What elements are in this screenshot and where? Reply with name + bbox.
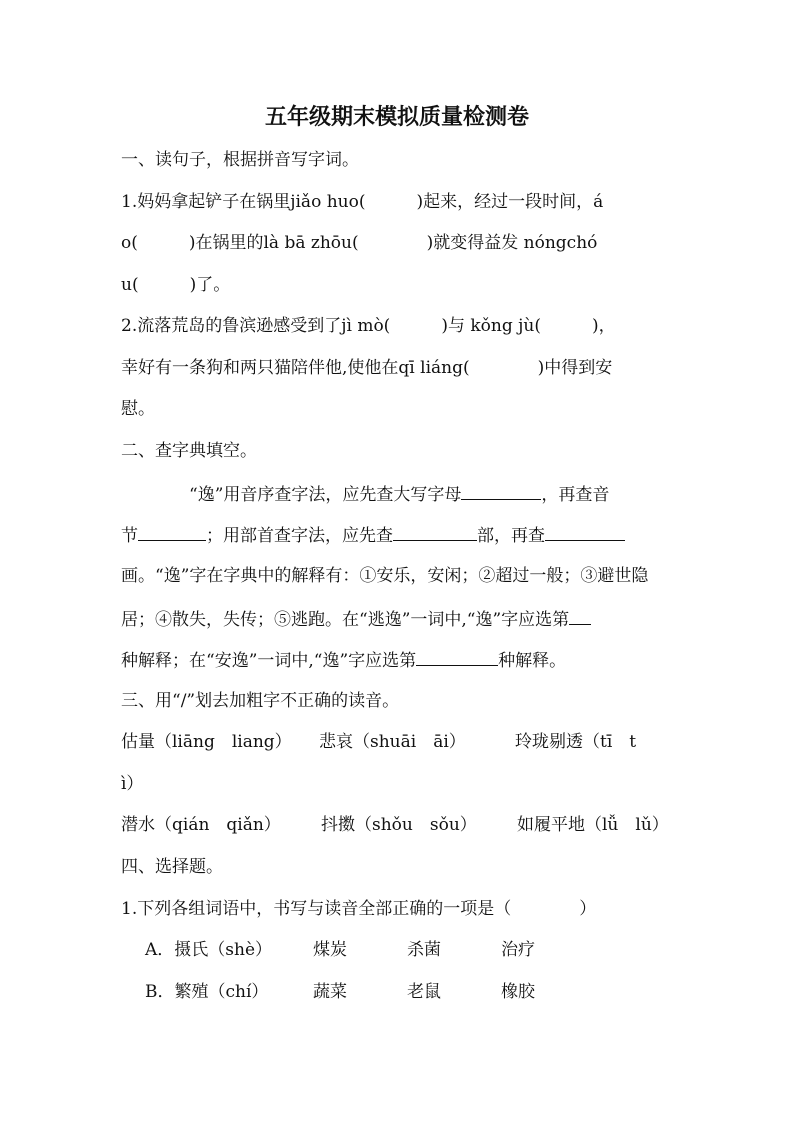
question-1: 1.下列各组词语中，书写与读音全部正确的一项是（ ） — [121, 899, 597, 919]
answer-blank[interactable] — [416, 647, 498, 666]
pinyin-item: 悲哀（shuāi āi） — [319, 732, 466, 752]
section1-heading: 一、读句子，根据拼音写字词。 — [121, 150, 359, 170]
section3-line: ì） — [121, 774, 144, 794]
option-b[interactable] — [145, 980, 705, 1004]
pinyin-item: 玲珑剔透（tī t — [515, 732, 637, 752]
section2-text: ，再查音 — [541, 485, 610, 505]
section3-line — [121, 730, 681, 754]
section1-line: 慰。 — [121, 399, 155, 419]
section1-line: 2.流落荒岛的鲁滨逊感受到了jì mò( )与 kǒng jù( )， — [121, 316, 616, 336]
section1-line: 1.妈妈拿起铲子在锅里jiǎo huo( )起来，经过一段时间，á — [121, 192, 604, 212]
section2-text: “逸”用音序查字法，应先查大写字母 — [189, 485, 462, 505]
pinyin-item: 潜水（qián qiǎn） — [121, 815, 281, 835]
section2-line — [121, 522, 681, 548]
answer-blank[interactable] — [138, 522, 206, 541]
section2-line — [121, 606, 681, 632]
section2-text: ；用部首查字法，应先查 — [206, 526, 393, 546]
option-a-word: 煤炭 — [313, 940, 347, 960]
section2-text: 部，再查 — [477, 526, 545, 546]
option-b-word: B．繁殖（chí） — [145, 982, 269, 1002]
section2-line — [121, 647, 681, 673]
section2-text: 种解释；在“安逸”一词中,“逸”字应选第 — [121, 651, 417, 671]
section1-line: u( )了。 — [121, 275, 231, 295]
section2-heading: 二、查字典填空。 — [121, 441, 257, 461]
option-a-word: 杀菌 — [407, 940, 441, 960]
option-b-word: 老鼠 — [407, 982, 441, 1002]
pinyin-item: 抖擞（shǒu sǒu） — [321, 815, 477, 835]
answer-blank[interactable] — [461, 481, 541, 500]
answer-blank[interactable] — [569, 606, 591, 625]
section1-line: o( )在锅里的là bā zhōu( )就变得益发 nóngchó — [121, 233, 598, 253]
option-b-word: 橡胶 — [501, 982, 535, 1002]
option-b-word: 蔬菜 — [313, 982, 347, 1002]
pinyin-item: 如履平地（lǚ lǔ） — [517, 815, 669, 835]
page-title: 五年级期末模拟质量检测卷 — [264, 105, 529, 130]
section2-text: 种解释。 — [498, 651, 567, 671]
section4-heading: 四、选择题。 — [121, 857, 223, 877]
answer-blank[interactable] — [545, 522, 625, 541]
section3-line — [121, 813, 681, 837]
option-a-word: A．摄氏（shè） — [145, 940, 273, 960]
option-a[interactable] — [145, 938, 705, 962]
option-a-word: 治疗 — [501, 940, 535, 960]
section2-text: 居；④散失，失传；⑤逃跑。在“逃逸”一词中,“逸”字应选第 — [121, 610, 570, 630]
section3-heading: 三、用“/”划去加粗字不正确的读音。 — [121, 691, 400, 711]
pinyin-item: 估量（liāng liang） — [121, 732, 292, 752]
section2-line — [121, 481, 681, 507]
section2-text: 节 — [121, 526, 138, 546]
section2-line: 画。“逸”字在字典中的解释有：①安乐，安闲；②超过一般；③避世隐 — [121, 566, 649, 586]
section1-line: 幸好有一条狗和两只猫陪伴他,使他在qī liáng( )中得到安 — [121, 358, 613, 378]
answer-blank[interactable] — [393, 522, 477, 541]
